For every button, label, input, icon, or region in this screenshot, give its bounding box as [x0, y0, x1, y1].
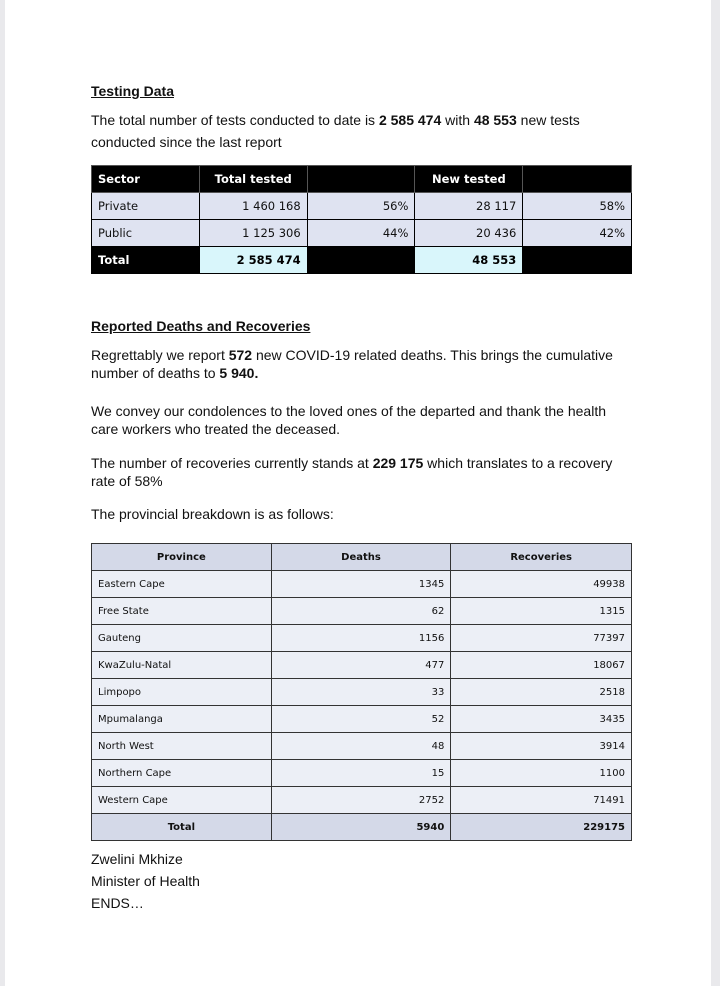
deaths-cell: 48 — [271, 733, 451, 760]
deaths-cell: 15 — [271, 760, 451, 787]
header-recoveries: Recoveries — [451, 544, 632, 571]
total-pct-cell: 44% — [307, 220, 415, 247]
document-end-marker: ENDS… — [91, 895, 144, 911]
recoveries-cell: 3914 — [451, 733, 632, 760]
province-cell: Mpumalanga — [92, 706, 272, 733]
table-row — [92, 598, 632, 625]
recoveries-text-1: The number of recoveries currently stands at — [91, 455, 373, 471]
table-row — [92, 571, 632, 598]
table-row — [92, 679, 632, 706]
testing-intro-text-2: with — [441, 112, 474, 128]
signature-title: Minister of Health — [91, 873, 200, 889]
province-cell: Limpopo — [92, 679, 272, 706]
condolences-paragraph: We convey our condolences to the loved ones of the departed and thank the health care workers who treated the deceased. — [91, 403, 606, 437]
deaths-cell: 33 — [271, 679, 451, 706]
deaths-text-2: new COVID-19 related deaths. This brings the cumulative number of deaths to — [91, 347, 613, 381]
recoveries-cell: 77397 — [451, 625, 632, 652]
testing-table-header — [92, 166, 632, 193]
provincial-table-header — [92, 544, 632, 571]
province-cell: Gauteng — [92, 625, 272, 652]
deaths-paragraph — [91, 346, 636, 382]
new-cell: 20 436 — [415, 220, 523, 247]
sector-cell: Public — [92, 220, 200, 247]
provincial-total-row — [92, 814, 632, 841]
total-recoveries-cell: 229175 — [451, 814, 632, 841]
table-row — [92, 733, 632, 760]
testing-total-row — [92, 247, 632, 274]
table-row — [92, 652, 632, 679]
province-cell: KwaZulu-Natal — [92, 652, 272, 679]
province-cell: Northern Cape — [92, 760, 272, 787]
recoveries-cell: 49938 — [451, 571, 632, 598]
recoveries-cell: 1100 — [451, 760, 632, 787]
province-cell: Free State — [92, 598, 272, 625]
recoveries-text-2: which translates to a recovery rate of 58% — [91, 455, 613, 489]
total-empty-2 — [523, 247, 632, 274]
testing-intro-new: 48 553 — [473, 112, 517, 128]
provincial-table — [91, 543, 632, 841]
total-label-cell: Total — [92, 814, 272, 841]
new-cell: 28 117 — [415, 193, 523, 220]
sector-cell: Private — [92, 193, 200, 220]
cumulative-deaths-value: 5 940. — [219, 365, 259, 381]
provincial-intro: The provincial breakdown is as follows: — [91, 506, 334, 522]
new-tested-sum-cell: 48 553 — [415, 247, 523, 274]
table-row — [92, 787, 632, 814]
total-cell: 1 125 306 — [199, 220, 307, 247]
testing-intro — [91, 109, 636, 153]
recoveries-cell: 2518 — [451, 679, 632, 706]
deaths-text-1: Regrettably we report — [91, 347, 229, 363]
header-sector: Sector — [92, 166, 200, 193]
signature-name: Zwelini Mkhize — [91, 851, 183, 867]
new-pct-cell: 58% — [523, 193, 632, 220]
deaths-cell: 2752 — [271, 787, 451, 814]
province-cell: Western Cape — [92, 787, 272, 814]
testing-heading: Testing Data — [91, 83, 174, 99]
table-row — [92, 760, 632, 787]
recoveries-cell: 18067 — [451, 652, 632, 679]
deaths-cell: 52 — [271, 706, 451, 733]
total-tested-sum-cell: 2 585 474 — [199, 247, 307, 274]
new-deaths-value: 572 — [228, 347, 253, 363]
deaths-cell: 1156 — [271, 625, 451, 652]
deaths-cell: 62 — [271, 598, 451, 625]
testing-intro-text-1: The total number of tests conducted to date is — [91, 112, 379, 128]
total-empty-1 — [307, 247, 415, 274]
deaths-cell: 477 — [271, 652, 451, 679]
new-pct-cell: 42% — [523, 220, 632, 247]
recoveries-cell: 3435 — [451, 706, 632, 733]
total-deaths-cell: 5940 — [271, 814, 451, 841]
recoveries-value: 229 175 — [372, 455, 424, 471]
table-row — [92, 625, 632, 652]
total-cell: 1 460 168 — [199, 193, 307, 220]
document-page — [5, 0, 711, 986]
table-row — [92, 220, 632, 247]
header-new-tested: New tested — [415, 166, 523, 193]
header-empty-2 — [523, 166, 632, 193]
recoveries-cell: 1315 — [451, 598, 632, 625]
header-province: Province — [92, 544, 272, 571]
table-row — [92, 193, 632, 220]
province-cell: North West — [92, 733, 272, 760]
province-cell: Eastern Cape — [92, 571, 272, 598]
deaths-cell: 1345 — [271, 571, 451, 598]
table-row — [92, 706, 632, 733]
testing-intro-text-3: new tests conducted since the last report — [91, 112, 580, 150]
header-deaths: Deaths — [271, 544, 451, 571]
recoveries-cell: 71491 — [451, 787, 632, 814]
header-empty-1 — [307, 166, 415, 193]
testing-intro-total: 2 585 474 — [378, 112, 442, 128]
header-total-tested: Total tested — [199, 166, 307, 193]
recoveries-paragraph — [91, 454, 636, 490]
deaths-heading: Reported Deaths and Recoveries — [91, 318, 311, 334]
testing-table — [91, 165, 632, 274]
total-label-cell: Total — [92, 247, 200, 274]
total-pct-cell: 56% — [307, 193, 415, 220]
